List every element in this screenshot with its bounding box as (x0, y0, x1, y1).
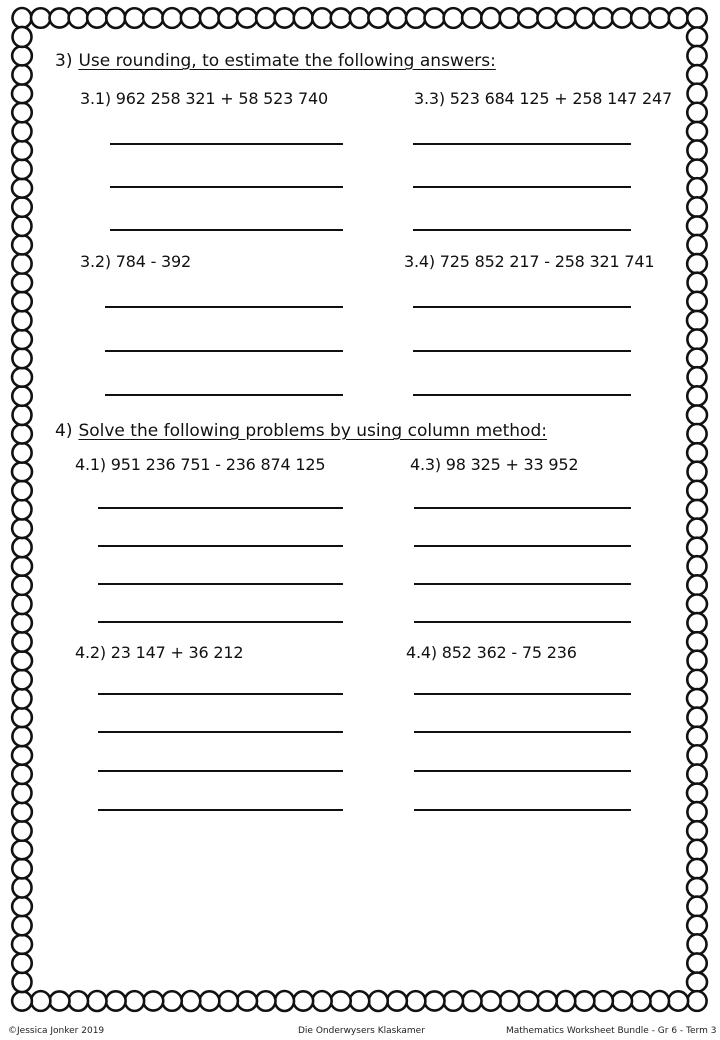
border-circle (406, 8, 425, 28)
border-circle (13, 121, 32, 141)
border-circle (12, 65, 31, 85)
problem-3-4: 3.4) 725 852 217 - 258 321 741 (404, 252, 655, 271)
border-circle (350, 8, 369, 28)
border-circle (631, 991, 650, 1011)
answer-line[interactable] (98, 507, 343, 509)
answer-line[interactable] (110, 186, 343, 188)
problem-3-1: 3.1) 962 258 321 + 58 523 740 (80, 89, 328, 108)
border-circle (143, 8, 163, 27)
border-circle (162, 8, 181, 28)
border-circle (181, 8, 201, 27)
border-circle (275, 8, 295, 27)
border-circle (12, 613, 32, 632)
border-circle (125, 8, 144, 28)
border-circle (687, 689, 707, 708)
border-circle (687, 103, 706, 123)
border-circle (687, 519, 706, 539)
border-circle (687, 8, 706, 28)
border-circle (687, 538, 707, 557)
border-circle (12, 575, 31, 595)
border-circle (687, 216, 707, 235)
border-circle (687, 27, 707, 46)
border-circle (369, 991, 388, 1011)
border-circle (687, 500, 707, 519)
answer-line[interactable] (110, 143, 343, 145)
border-circle (12, 141, 32, 160)
border-circle (688, 273, 707, 293)
border-circle (13, 972, 32, 992)
border-circle (31, 8, 50, 28)
answer-line[interactable] (414, 545, 631, 547)
border-circle (12, 179, 32, 198)
border-circle (350, 991, 369, 1011)
border-circle (12, 462, 32, 481)
border-circle (481, 8, 500, 28)
answer-line[interactable] (98, 545, 343, 547)
border-circle (687, 424, 706, 444)
border-circle (12, 991, 32, 1010)
border-circle (12, 254, 31, 274)
border-circle (12, 651, 32, 670)
border-circle (256, 991, 275, 1011)
answer-line[interactable] (413, 350, 631, 352)
section-3-number: 3) (55, 51, 73, 71)
border-circle (425, 8, 445, 27)
border-circle (687, 859, 706, 879)
border-circle (12, 916, 31, 936)
section-4-title: Solve the following problems by using column method: (78, 421, 547, 441)
border-circle (687, 443, 707, 462)
border-circle (12, 746, 32, 765)
border-circle (687, 575, 706, 595)
border-circle (388, 8, 407, 28)
answer-line[interactable] (414, 507, 631, 509)
border-circle (13, 500, 32, 520)
answer-line[interactable] (98, 583, 343, 585)
answer-line[interactable] (414, 583, 631, 585)
footer-center: Die Onderwysers Klaskamer (298, 1026, 425, 1036)
border-circle (612, 8, 632, 27)
border-circle (12, 481, 31, 501)
border-circle (12, 897, 32, 916)
border-circle (69, 8, 88, 28)
border-circle (12, 273, 32, 292)
border-circle (13, 310, 32, 330)
border-circle (687, 670, 706, 690)
border-circle (687, 122, 707, 141)
answer-line[interactable] (110, 229, 343, 231)
answer-line[interactable] (413, 229, 631, 231)
border-circle (688, 178, 707, 198)
answer-line[interactable] (98, 693, 343, 695)
border-circle (687, 878, 707, 897)
answer-line[interactable] (98, 731, 343, 733)
problem-4-2: 4.2) 23 147 + 36 212 (75, 643, 244, 662)
border-circle (687, 916, 707, 935)
border-circle (12, 386, 31, 406)
border-circle (594, 8, 613, 28)
problem-4-4: 4.4) 852 362 - 75 236 (406, 643, 577, 662)
problem-4-1: 4.1) 951 236 751 - 236 874 125 (75, 455, 326, 474)
border-circle (31, 991, 50, 1011)
border-circle (500, 8, 519, 28)
border-circle (331, 991, 351, 1010)
border-circle (688, 745, 707, 765)
border-circle (575, 8, 594, 28)
border-circle (106, 991, 126, 1010)
border-circle (687, 802, 706, 822)
border-circle (69, 991, 88, 1011)
answer-line[interactable] (98, 770, 343, 772)
border-circle (219, 991, 238, 1011)
section-4-number: 4) (55, 421, 73, 441)
border-circle (387, 991, 407, 1010)
border-circle (13, 405, 32, 425)
border-circle (181, 991, 200, 1011)
border-circle (687, 632, 707, 651)
border-circle (668, 991, 688, 1010)
border-circle (237, 991, 257, 1010)
border-circle (612, 991, 632, 1010)
problem-3-2: 3.2) 784 - 392 (80, 252, 191, 271)
border-circle (687, 46, 706, 66)
border-circle (688, 840, 707, 860)
border-circle (688, 651, 707, 671)
border-circle (12, 46, 32, 65)
border-circle (162, 991, 181, 1011)
border-circle (106, 8, 125, 28)
border-circle (12, 670, 31, 690)
answer-line[interactable] (413, 306, 631, 308)
border-circle (143, 991, 163, 1010)
border-circle (687, 160, 707, 179)
answer-line[interactable] (413, 186, 631, 188)
border-circle (331, 8, 351, 27)
border-circle (12, 935, 32, 954)
border-circle (12, 859, 31, 879)
border-circle (462, 8, 482, 27)
border-circle (688, 84, 707, 104)
border-circle (12, 330, 32, 349)
border-circle (650, 8, 670, 27)
section-3-heading (55, 51, 496, 71)
border-circle (687, 953, 706, 973)
border-circle (518, 991, 538, 1010)
border-circle (687, 991, 706, 1011)
border-circle (12, 159, 31, 179)
border-circle (687, 405, 707, 424)
border-circle (669, 8, 688, 28)
border-circle (13, 689, 32, 709)
border-circle (88, 991, 107, 1011)
border-circle (687, 349, 707, 368)
answer-line[interactable] (414, 770, 631, 772)
border-circle (312, 8, 331, 28)
border-circle (12, 368, 32, 387)
border-circle (219, 8, 238, 28)
border-circle (406, 991, 425, 1011)
problem-3-3: 3.3) 523 684 125 + 258 147 247 (414, 89, 672, 108)
border-circle (50, 991, 70, 1010)
border-circle (12, 726, 31, 746)
border-circle (575, 991, 595, 1010)
border-circle (12, 537, 31, 557)
border-circle (688, 934, 707, 954)
border-circle (12, 821, 31, 841)
answer-line[interactable] (105, 394, 343, 396)
problem-4-3: 4.3) 98 325 + 33 952 (410, 455, 579, 474)
border-circle (237, 8, 257, 27)
border-circle (687, 784, 707, 803)
answer-line[interactable] (413, 394, 631, 396)
border-circle (125, 991, 144, 1011)
border-circle (687, 292, 706, 312)
border-circle (12, 292, 31, 312)
border-circle (687, 254, 707, 273)
answer-line[interactable] (414, 731, 631, 733)
border-circle (687, 329, 706, 349)
border-circle (12, 84, 32, 103)
footer-copyright: ©Jessica Jonker 2019 (8, 1026, 105, 1036)
border-circle (293, 991, 313, 1010)
border-circle (12, 953, 31, 973)
border-circle (650, 991, 669, 1011)
border-circle (12, 443, 31, 463)
border-circle (13, 878, 32, 898)
border-circle (13, 783, 32, 803)
border-circle (12, 424, 32, 443)
border-circle (556, 8, 576, 27)
border-circle (687, 764, 706, 784)
border-circle (12, 802, 32, 821)
border-circle (12, 764, 31, 784)
border-circle (687, 973, 707, 992)
border-circle (556, 991, 575, 1011)
border-circle (275, 991, 294, 1011)
border-circle (12, 235, 32, 254)
border-circle (12, 519, 32, 538)
border-circle (12, 103, 31, 123)
border-circle (444, 8, 463, 28)
border-circle (256, 8, 275, 28)
border-circle (687, 481, 706, 501)
answer-line[interactable] (98, 621, 343, 623)
answer-line[interactable] (414, 693, 631, 695)
border-circle (687, 140, 706, 160)
border-circle (518, 8, 538, 27)
border-circle (481, 991, 501, 1010)
border-circle (13, 216, 32, 236)
answer-line[interactable] (98, 809, 343, 811)
border-circle (687, 708, 706, 728)
border-circle (200, 8, 219, 28)
border-circle (12, 348, 31, 368)
border-circle (688, 556, 707, 576)
border-circle (687, 65, 707, 84)
answer-line[interactable] (414, 621, 631, 623)
border-circle (12, 197, 31, 217)
border-circle (312, 991, 331, 1011)
section-3-title: Use rounding, to estimate the following answers: (78, 51, 496, 71)
border-circle (87, 8, 107, 27)
border-circle (687, 311, 707, 330)
border-circle (12, 557, 32, 576)
border-circle (12, 632, 31, 652)
border-circle (12, 840, 32, 859)
border-circle (687, 594, 707, 613)
border-circle (687, 727, 707, 746)
border-circle (687, 197, 706, 217)
border-circle (294, 8, 313, 28)
answer-line[interactable] (105, 306, 343, 308)
border-circle (444, 991, 463, 1011)
border-circle (687, 821, 707, 840)
border-circle (688, 462, 707, 482)
border-circle (687, 897, 706, 917)
border-circle (537, 991, 556, 1011)
border-circle (368, 8, 388, 27)
border-circle (50, 8, 70, 27)
answer-line[interactable] (413, 143, 631, 145)
answer-line[interactable] (105, 350, 343, 352)
border-circle (13, 594, 32, 614)
footer-right: Mathematics Worksheet Bundle - Gr 6 - Term 3 (506, 1026, 717, 1036)
border-circle (500, 991, 519, 1011)
border-circle (12, 708, 32, 727)
border-circle (13, 8, 32, 28)
section-4-heading (55, 421, 547, 441)
border-circle (463, 991, 482, 1011)
border-circle (688, 367, 707, 387)
border-circle (537, 8, 556, 28)
answer-line[interactable] (414, 809, 631, 811)
border-circle (687, 235, 706, 255)
border-circle (425, 991, 445, 1010)
border-circle (687, 613, 706, 633)
border-circle (200, 991, 220, 1010)
border-circle (631, 8, 650, 28)
border-circle (594, 991, 613, 1011)
border-circle (687, 386, 706, 406)
border-circle (13, 27, 32, 47)
